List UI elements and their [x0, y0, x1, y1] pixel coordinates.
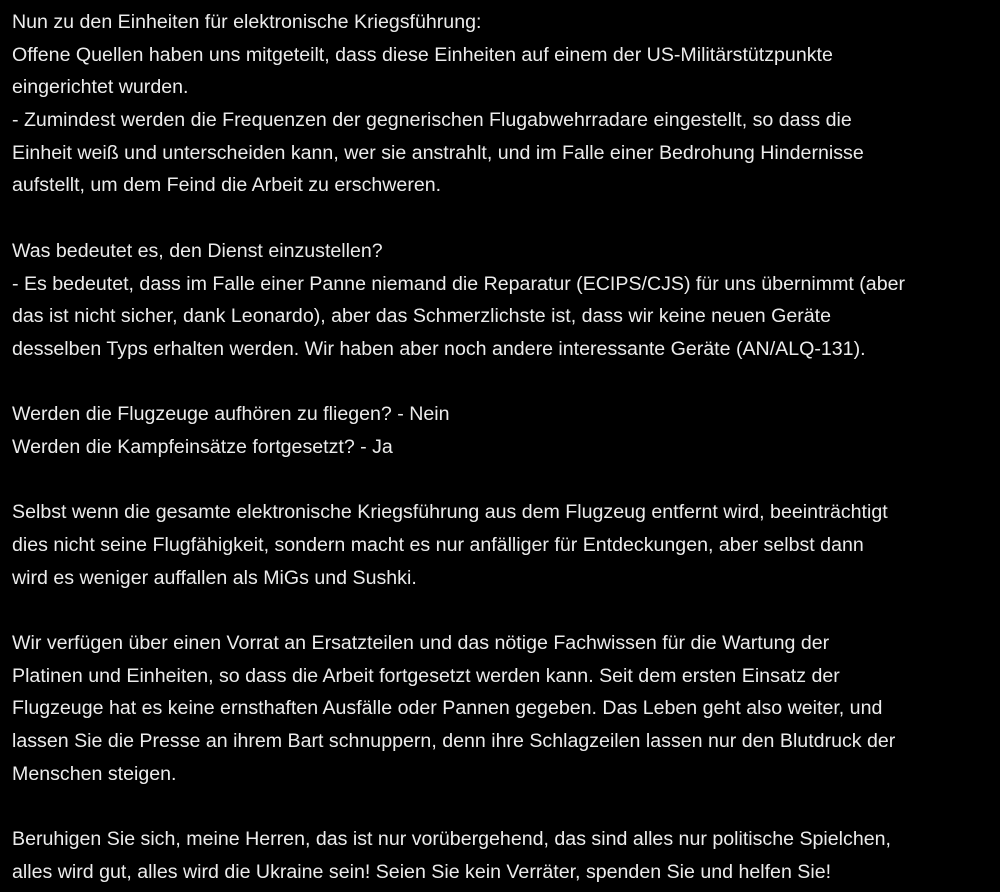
paragraph-spacer: [12, 594, 996, 627]
text-line: dies nicht seine Flugfähigkeit, sondern macht es nur anfälliger für Entdeckungen, aber selbst dann: [12, 534, 864, 556]
message-text-body: [12, 6, 996, 889]
text-line: wird es weniger auffallen als MiGs und Sushki.: [12, 566, 417, 589]
paragraph-flight-capability: [12, 496, 996, 594]
text-line: lassen Sie die Presse an ihrem Bart schnuppern, denn ihre Schlagzeilen lassen nur den Blutdruck der: [12, 730, 896, 753]
text-line: Was bedeutet es, den Dienst einzustellen?: [12, 239, 383, 262]
text-line: das ist nicht sicher, dank Leonardo), aber das Schmerzlichste ist, dass wir keine neuen Geräte: [12, 305, 832, 328]
text-line: Werden die Kampfeinsätze fortgesetzt? - Ja: [12, 435, 393, 458]
paragraph-questions: [12, 398, 996, 463]
text-line: eingerichtet wurden.: [12, 76, 189, 99]
paragraph-closing: [12, 823, 996, 888]
text-line: Offene Quellen haben uns mitgeteilt, dass diese Einheiten auf einem der US-Militärstützpunkte: [12, 43, 833, 66]
paragraph-electronic-warfare-units: [12, 6, 996, 202]
paragraph-spacer: [12, 366, 996, 399]
text-line: Menschen steigen.: [12, 762, 177, 785]
text-line: aufstellt, um dem Feind die Arbeit zu erschweren.: [12, 174, 442, 197]
paragraph-spacer: [12, 202, 996, 235]
paragraph-spacer: [12, 791, 996, 824]
text-line: Nun zu den Einheiten für elektronische Kriegsführung:: [12, 11, 482, 33]
text-line: Wir verfügen über einen Vorrat an Ersatzteilen und das nötige Fachwissen für die Wartung der: [12, 632, 830, 655]
text-line: alles wird gut, alles wird die Ukraine sein! Seien Sie kein Verräter, spenden Sie und helfen Sie!: [12, 860, 832, 883]
text-line: - Es bedeutet, dass im Falle einer Panne niemand die Reparatur (ECIPS/CJS) für uns übernimmt (aber: [12, 272, 906, 295]
text-line: Selbst wenn die gesamte elektronische Kriegsführung aus dem Flugzeug entfernt wird, beeinträchtigt: [12, 501, 888, 524]
text-line: Einheit weiß und unterscheiden kann, wer sie anstrahlt, und im Falle einer Bedrohung Hindernisse: [12, 141, 864, 164]
text-line: Werden die Flugzeuge aufhören zu fliegen? - Nein: [12, 403, 450, 426]
text-line: - Zumindest werden die Frequenzen der gegnerischen Flugabwehrradare eingestellt, so dass die: [12, 109, 852, 132]
text-line: Platinen und Einheiten, so dass die Arbeit fortgesetzt werden kann. Seit dem ersten Einsatz der: [12, 664, 840, 687]
paragraph-spacer: [12, 464, 996, 497]
paragraph-service-termination: [12, 235, 996, 366]
text-line: Flugzeuge hat es keine ernsthaften Ausfälle oder Pannen gegeben. Das Leben geht also weiter, und: [12, 697, 883, 720]
text-line: desselben Typs erhalten werden. Wir haben aber noch andere interessante Geräte (AN/ALQ-131).: [12, 337, 866, 360]
paragraph-spare-parts: [12, 627, 996, 790]
text-line: Beruhigen Sie sich, meine Herren, das ist nur vorübergehend, das sind alles nur politische Spielchen,: [12, 828, 891, 851]
